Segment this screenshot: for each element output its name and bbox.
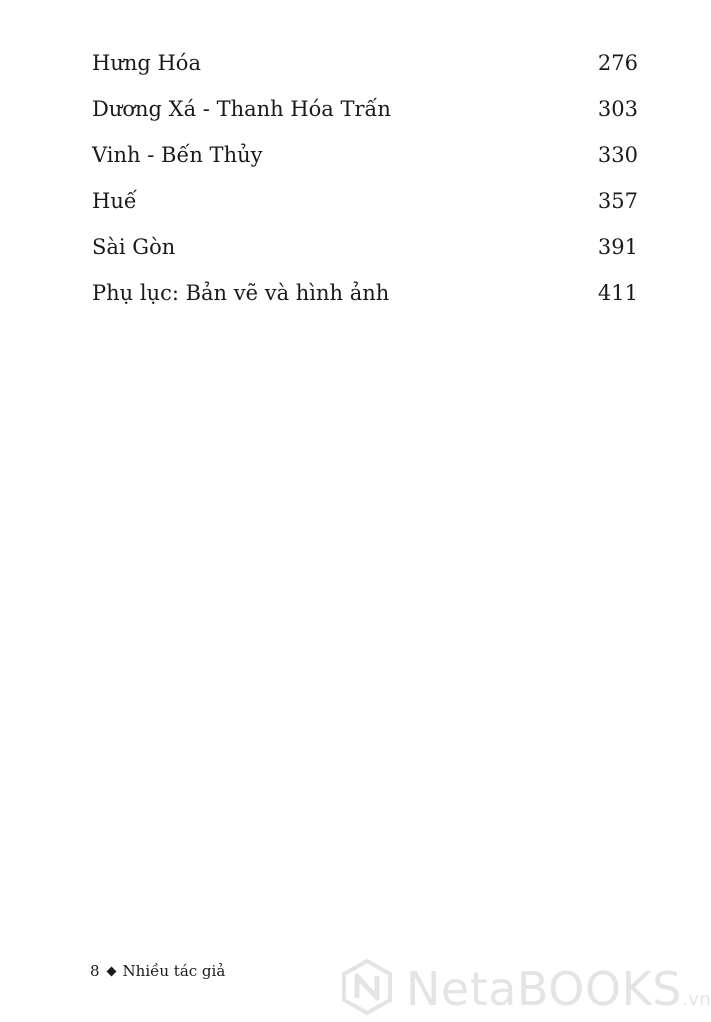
toc-entry-page: 391 [597,235,638,259]
toc-entry-title: Huế [92,189,137,213]
footer-author: Nhiều tác giả [122,962,226,980]
toc-entry-title: Phụ lục: Bản vẽ và hình ảnh [92,281,390,305]
toc-entry [92,182,638,228]
toc-entry-page: 276 [597,51,638,75]
toc-entry-page: 357 [597,189,638,213]
watermark-brand: NetaBOOKS.vn [406,962,711,1016]
toc-entry-page: 303 [597,97,638,121]
toc-entry [92,44,638,90]
page-footer [90,962,225,980]
watermark-suffix: .vn [681,989,711,1010]
toc-entry-title: Dương Xá - Thanh Hóa Trấn [92,97,391,121]
toc-entry-title: Hưng Hóa [92,51,201,75]
page-number: 8 [90,962,100,980]
toc-entry-title: Sài Gòn [92,235,176,259]
toc-entry-page: 411 [597,281,638,305]
watermark [338,958,711,1020]
toc-entry [92,228,638,274]
toc-entry-page: 330 [597,143,638,167]
netabooks-logo-icon [338,958,396,1020]
toc-entry [92,274,638,320]
toc-entry [92,90,638,136]
table-of-contents [92,44,638,320]
toc-entry-title: Vinh - Bến Thủy [92,143,263,167]
toc-entry [92,136,638,182]
diamond-separator-icon [106,966,116,976]
